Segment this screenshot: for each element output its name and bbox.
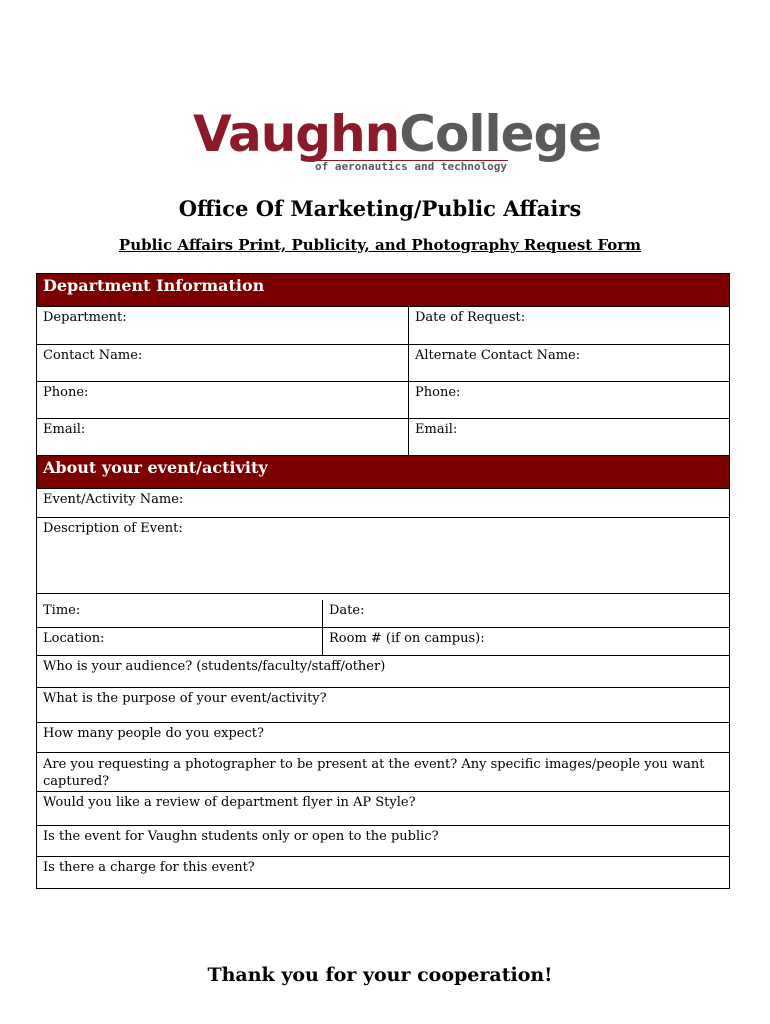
question-row bbox=[37, 826, 729, 857]
event-charge-field[interactable]: Is there a charge for this event? bbox=[43, 860, 255, 875]
location-row bbox=[37, 628, 729, 656]
description-row bbox=[37, 518, 729, 594]
question-row bbox=[37, 792, 729, 826]
contact-name-row bbox=[37, 345, 729, 382]
event-name-row bbox=[37, 489, 729, 518]
location-field[interactable]: Location: bbox=[37, 628, 323, 655]
department-field[interactable]: Department: bbox=[37, 307, 409, 344]
time-date-row bbox=[37, 594, 729, 628]
room-number-field[interactable]: Room # (if on campus): bbox=[329, 631, 485, 646]
photographer-request-field[interactable]: Are you requesting a photographer to be present at the event? Any specific images/people you want captured? bbox=[43, 757, 705, 789]
question-row bbox=[37, 723, 729, 753]
logo-word-vaughn: Vaughn bbox=[193, 105, 400, 163]
question-row bbox=[37, 857, 729, 888]
question-row bbox=[37, 688, 729, 723]
event-name-field[interactable]: Event/Activity Name: bbox=[43, 492, 184, 507]
event-section-heading: About your event/activity bbox=[37, 456, 729, 489]
alternate-contact-name-field[interactable]: Alternate Contact Name: bbox=[415, 348, 581, 363]
purpose-field[interactable]: What is the purpose of your event/activity? bbox=[43, 691, 327, 706]
date-field[interactable]: Date: bbox=[329, 603, 365, 618]
contact-name-field[interactable]: Contact Name: bbox=[37, 345, 409, 381]
department-row bbox=[37, 307, 729, 345]
logo-wordmark bbox=[193, 105, 602, 163]
request-form bbox=[36, 273, 730, 889]
expected-attendance-field[interactable]: How many people do you expect? bbox=[43, 726, 264, 741]
date-of-request-field[interactable]: Date of Request: bbox=[415, 310, 526, 325]
alternate-email-field[interactable]: Email: bbox=[415, 422, 458, 437]
audience-open-field[interactable]: Is the event for Vaughn students only or open to the public? bbox=[43, 829, 439, 844]
page-title: Office Of Marketing/Public Affairs bbox=[178, 196, 582, 221]
form-subtitle: Public Affairs Print, Publicity, and Photography Request Form bbox=[118, 236, 642, 254]
department-section-heading: Department Information bbox=[37, 274, 729, 307]
ap-style-review-field[interactable]: Would you like a review of department flyer in AP Style? bbox=[43, 795, 416, 810]
phone-field[interactable]: Phone: bbox=[37, 382, 409, 418]
logo-tagline: of aeronautics and technology bbox=[315, 160, 508, 173]
question-row bbox=[37, 656, 729, 688]
email-row bbox=[37, 419, 729, 456]
question-row bbox=[37, 753, 729, 792]
college-logo bbox=[193, 105, 602, 180]
audience-field[interactable]: Who is your audience? (students/faculty/staff/other) bbox=[43, 659, 386, 674]
alternate-phone-field[interactable]: Phone: bbox=[415, 385, 461, 400]
event-description-field[interactable]: Description of Event: bbox=[43, 521, 183, 536]
email-field[interactable]: Email: bbox=[37, 419, 409, 455]
time-field[interactable]: Time: bbox=[37, 600, 323, 627]
logo-word-college: College bbox=[399, 105, 602, 163]
phone-row bbox=[37, 382, 729, 419]
thank-you-message: Thank you for your cooperation! bbox=[207, 964, 553, 986]
